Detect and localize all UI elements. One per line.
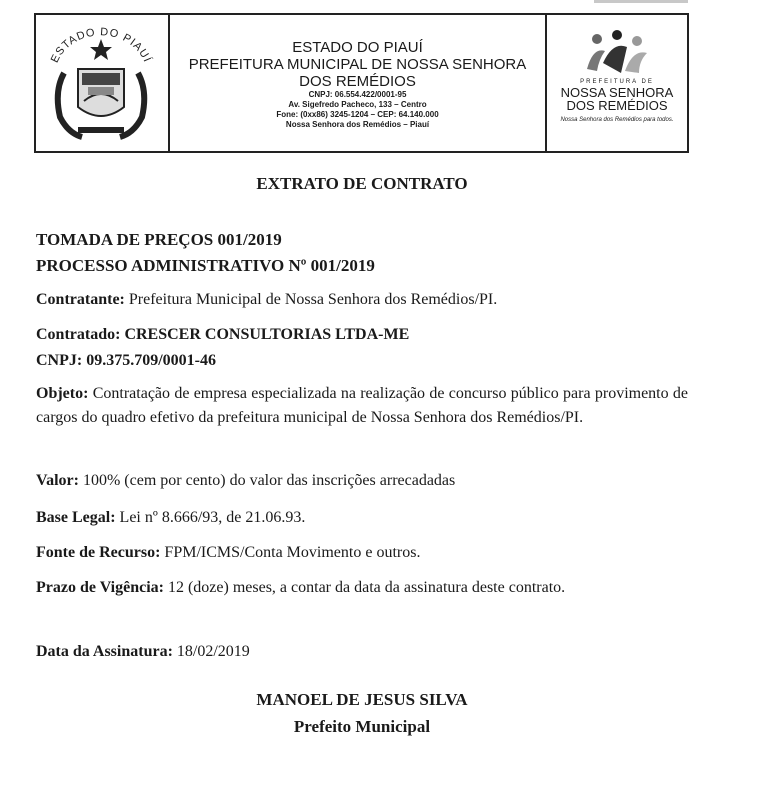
logo-name	[547, 86, 687, 112]
objeto-paragraph	[36, 382, 688, 430]
header-prefeitura: PREFEITURA MUNICIPAL DE NOSSA SENHORA DOS REMÉDIOS	[188, 56, 527, 90]
base-legal-line	[36, 509, 305, 527]
tomada-de-precos: TOMADA DE PREÇOS 001/2019	[36, 230, 282, 249]
valor-label: Valor:	[36, 472, 79, 489]
data-assinatura-line	[36, 643, 250, 661]
prazo-value: 12 (doze) meses, a contar da data da assinatura deste contrato.	[167, 579, 566, 596]
base-legal-value: Lei nº 8.666/93, de 21.06.93.	[119, 509, 306, 526]
logo-name-line2: DOS REMÉDIOS	[566, 98, 668, 113]
document-title: EXTRATO DE CONTRATO	[256, 174, 468, 193]
contratado-line	[36, 326, 409, 344]
header-state: ESTADO DO PIAUÍ	[292, 39, 423, 56]
contratante-label: Contratante:	[36, 291, 125, 308]
letterhead	[34, 13, 689, 153]
fonte-line	[36, 544, 420, 562]
header-phone: Fone: (0xx86) 3245-1204 – CEP: 64.140.000	[276, 110, 439, 119]
letterhead-text	[170, 15, 547, 151]
signer-name: MANOEL DE JESUS SILVA	[256, 690, 468, 709]
top-edge-line	[594, 0, 688, 3]
header-cnpj: CNPJ: 06.554.422/0001-95	[308, 90, 407, 99]
contratante-value: Prefeitura Municipal de Nossa Senhora dos Remédios/PI.	[128, 291, 498, 308]
contratado-value: CRESCER CONSULTORIAS LTDA-ME	[124, 326, 410, 343]
header-city: Nossa Senhora dos Remédios – Piauí	[285, 120, 430, 129]
seal-text: ESTADO DO PIAUÍ	[48, 26, 154, 65]
objeto-label: Objeto:	[36, 385, 89, 402]
prazo-paragraph	[36, 576, 688, 600]
fonte-label: Fonte de Recurso:	[36, 544, 161, 561]
processo-administrativo: PROCESSO ADMINISTRATIVO Nº 001/2019	[36, 256, 375, 275]
data-assinatura-label: Data da Assinatura:	[36, 643, 173, 660]
logo-subtitle: PREFEITURA DE	[580, 79, 654, 85]
valor-value: 100% (cem por cento) do valor das inscrições arrecadadas	[82, 472, 456, 489]
signer-role: Prefeito Municipal	[293, 717, 431, 736]
fonte-value: FPM/ICMS/Conta Movimento e outros.	[164, 544, 421, 561]
contratado-cnpj: CNPJ: 09.375.709/0001-46	[36, 352, 216, 369]
seal-emblem-icon	[42, 21, 160, 145]
prazo-label: Prazo de Vigência:	[36, 579, 164, 596]
people-logo-icon	[583, 29, 651, 77]
contratado-label: Contratado:	[36, 326, 121, 343]
logo-name-line1: NOSSA SENHORA	[560, 85, 674, 100]
contratante-line	[36, 291, 497, 309]
municipal-logo	[547, 15, 687, 151]
valor-line	[36, 472, 455, 490]
header-address: Av. Sigefredo Pacheco, 133 – Centro	[288, 100, 427, 109]
data-assinatura-value: 18/02/2019	[176, 643, 250, 660]
logo-motto: Nossa Senhora dos Remédios para todos.	[560, 117, 674, 123]
state-seal	[36, 15, 170, 151]
objeto-value: Contratação de empresa especializada na realização de concurso público para provimento de cargos do quadro efetivo da prefeitura municipal de Nossa Senhora dos Remédios/PI.	[36, 385, 689, 426]
base-legal-label: Base Legal:	[36, 509, 116, 526]
